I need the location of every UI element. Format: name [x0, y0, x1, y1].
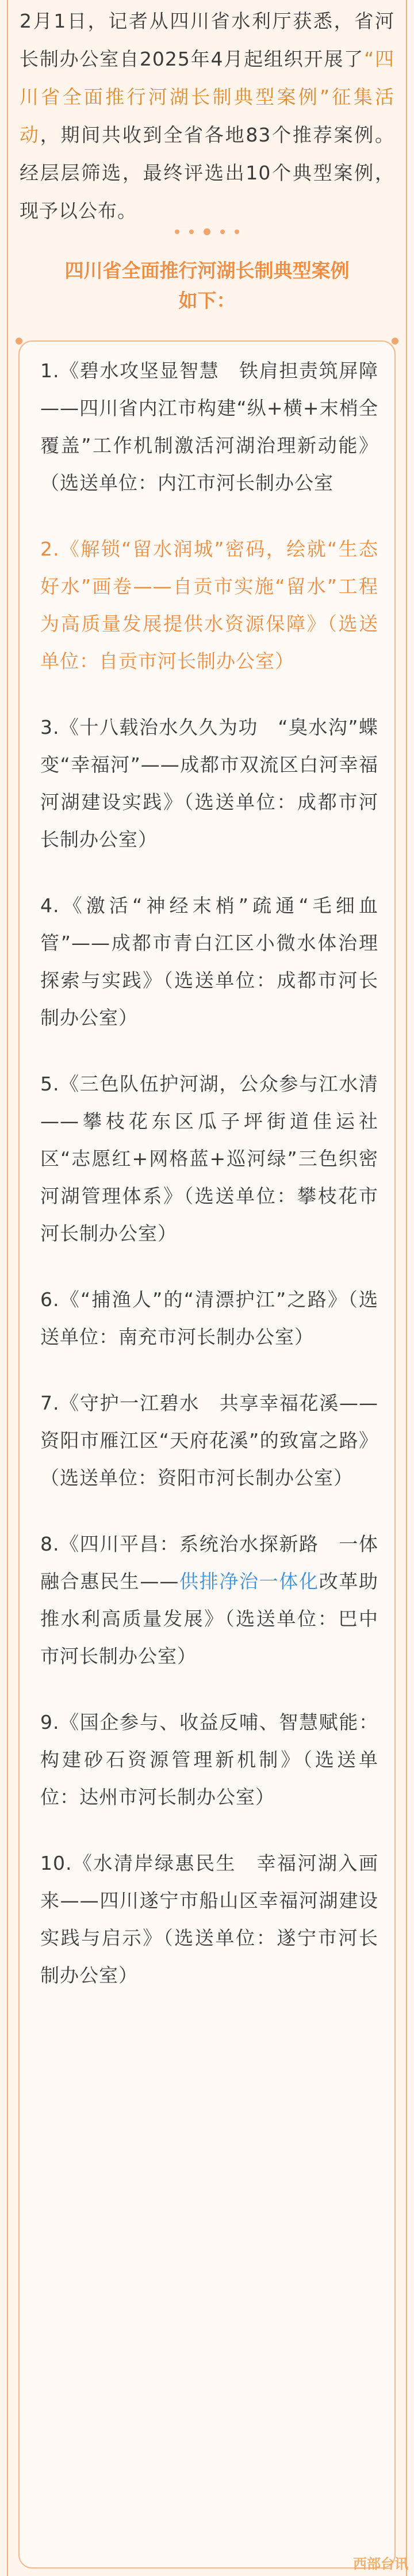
case-item-8-text-b: 改革助推水利高质量发展》（选送单位：巴中市河长制办公室）: [40, 1570, 379, 1667]
case-list: [40, 352, 378, 2023]
case-item-8: [40, 1525, 378, 1675]
right-border-line: [406, 0, 407, 2576]
intro-paragraph: [20, 2, 394, 230]
dot-decoration: [189, 229, 194, 234]
dot-decoration: [175, 229, 179, 234]
case-item-3: 3.《十八载治水久久为功 “臭水沟”蝶变“幸福河”——成都市双流区白河幸福河湖建设实践》（选送单位：成都市河长制办公室）: [40, 716, 378, 851]
corner-dot-icon: [16, 338, 22, 345]
dot-decoration: [204, 228, 210, 235]
left-border-line: [7, 0, 8, 2576]
case-item-1: 1.《碧水攻坚显智慧 铁肩担责筑屏障——四川省内江市构建“纵+横+末梢全覆盖”工作机制激活河湖治理新动能》（选送单位：内江市河长制办公室: [40, 359, 378, 494]
dot-decoration: [220, 229, 225, 234]
section-title-line1: 四川省全面推行河湖长制典型案例: [64, 259, 350, 282]
watermark-logo: 西部台讯: [353, 2556, 408, 2572]
case-item-9: 9.《国企参与、收益反哺、智慧赋能：构建砂石资源管理新机制》（选送单位：达州市河长制办公室）: [40, 1711, 378, 1808]
case-item-6: 6.《“捕渔人”的“清漂护江”之路》（选送单位：南充市河长制办公室）: [40, 1288, 378, 1348]
section-title: [0, 256, 414, 316]
corner-dot-icon: [392, 338, 398, 345]
intro-text-part1: 2月1日，记者从四川省水利厅获悉，省河长制办公室自2025年4月起组织开展了: [20, 10, 394, 70]
case-item-8-link[interactable]: 供排净治一体化: [179, 1570, 319, 1593]
case-item-8-text-a: 8.《四川平昌：系统治水探新路 一体融合惠民生——: [40, 1533, 378, 1593]
case-item-2: 2.《解锁“留水润城”密码，绘就“生态好水”画卷——自贡市实施“留水”工程为高质量发展提供水资源保障》（选送单位：自贡市河长制办公室）: [40, 538, 378, 672]
decorative-dots: [0, 225, 414, 243]
case-item-10: 10.《水清岸绿惠民生 幸福河湖入画来——四川遂宁市船山区幸福河湖建设实践与启示》（选送单位：遂宁市河长制办公室）: [40, 1852, 378, 1986]
dot-decoration: [235, 229, 239, 234]
section-title-line2: 如下：: [178, 289, 236, 312]
intro-highlight: “四川省全面推行河湖长制典型案例”征集活动: [20, 48, 394, 146]
intro-text-part2: ，期间共收到全省各地83个推荐案例。经层层筛选，最终评选出10个典型案例，现予以公布。: [20, 124, 394, 222]
case-item-4: 4.《激活“神经末梢”疏通“毛细血管”——成都市青白江区小微水体治理探索与实践》（选送单位：成都市河长制办公室）: [40, 894, 378, 1029]
case-item-7: 7.《守护一江碧水 共享幸福花溪——资阳市雁江区“天府花溪”的致富之路》（选送单位：资阳市河长制办公室）: [40, 1392, 378, 1489]
case-item-5: 5.《三色队伍护河湖，公众参与江水清——攀枝花东区瓜子坪街道佳运社区“志愿红+网格蓝+巡河绿”三色织密河湖管理体系》（选送单位：攀枝花市河长制办公室）: [40, 1073, 378, 1245]
